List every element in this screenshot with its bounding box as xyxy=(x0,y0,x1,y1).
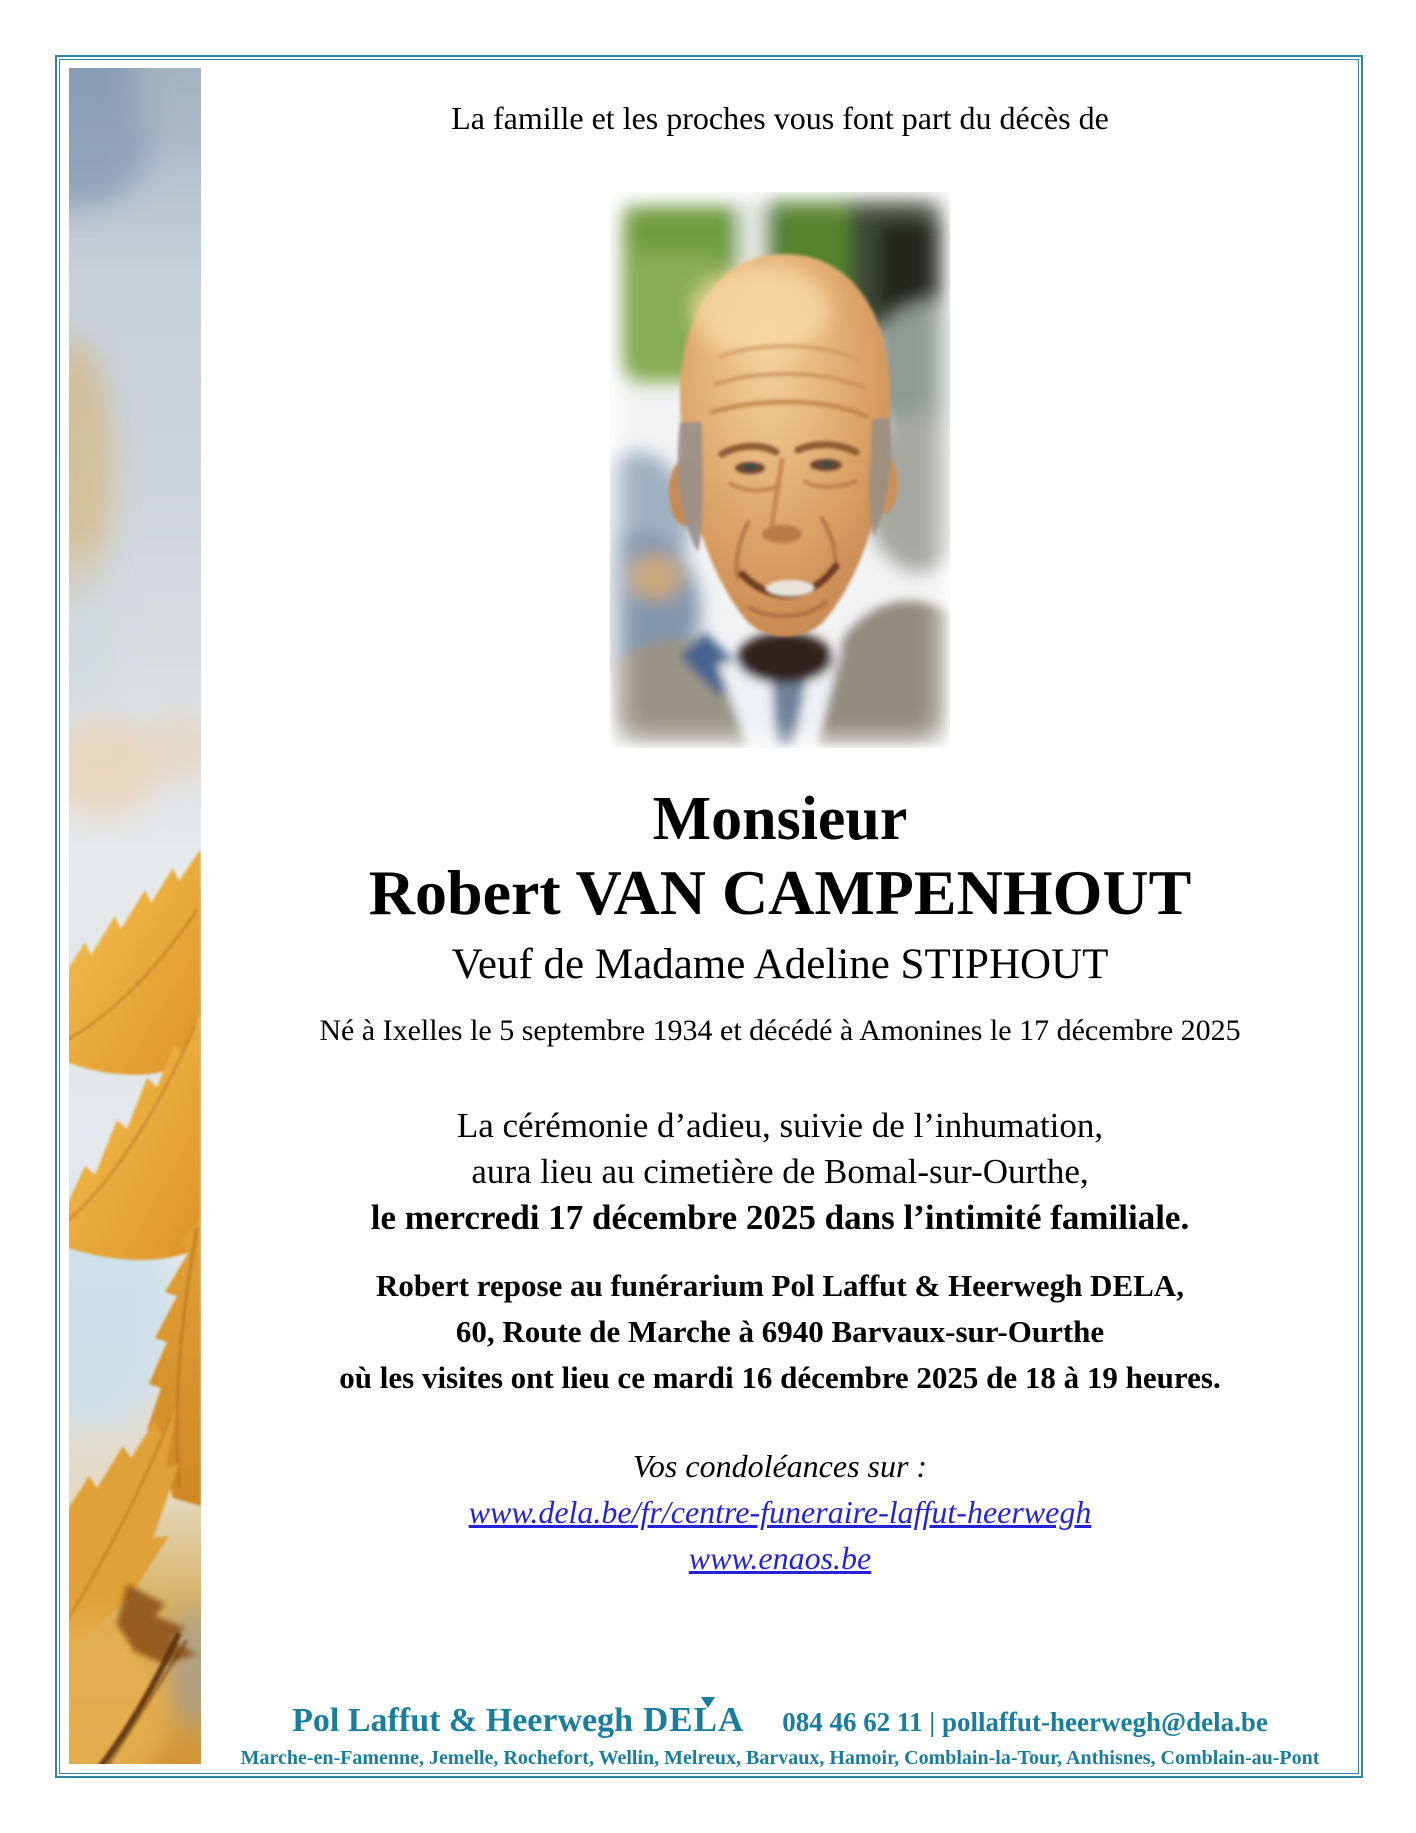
repose-paragraph xyxy=(210,1263,1350,1401)
funeral-home-brand xyxy=(292,1700,744,1740)
condolences-link-row-1 xyxy=(210,1494,1350,1531)
condolences-link-dela[interactable]: www.dela.be/fr/centre-funeraire-laffut-heerwegh xyxy=(468,1494,1092,1530)
repose-line-1: Robert repose au funérarium Pol Laffut & Heerwegh DELA, xyxy=(376,1268,1184,1303)
condolences-link-row-2 xyxy=(210,1540,1350,1577)
condolences-label: Vos condoléances sur : xyxy=(632,1448,928,1484)
funeral-home-footer xyxy=(210,1700,1350,1740)
repose-line-3: où les visites ont lieu ce mardi 16 décembre 2025 de 18 à 19 heures. xyxy=(339,1360,1221,1395)
footer-locations: Marche-en-Famenne, Jemelle, Rochefort, Wellin, Melreux, Barvaux, Hamoir, Comblain-la-Tour, Anthisnes, Comblain-au-Pont xyxy=(240,1747,1320,1769)
portrait-artwork xyxy=(610,192,950,748)
funeral-home-name: Pol Laffut & Heerwegh xyxy=(292,1702,634,1739)
ceremony-paragraph xyxy=(210,1103,1350,1241)
condolences-link-enaos[interactable]: www.enaos.be xyxy=(688,1540,872,1576)
ceremony-line-2: aura lieu au cimetière de Bomal-sur-Ourthe, xyxy=(471,1152,1089,1191)
deceased-name: Robert VAN CAMPENHOUT xyxy=(368,857,1192,928)
notice-body xyxy=(210,0,1350,1833)
autumn-leaves-strip xyxy=(69,68,201,1764)
ceremony-line-1: La cérémonie d’adieu, suivie de l’inhumation, xyxy=(456,1106,1104,1145)
dela-triangle-icon xyxy=(701,1697,715,1708)
deceased-title: Monsieur xyxy=(652,785,908,853)
dela-logo xyxy=(643,1700,744,1740)
autumn-leaves-artwork xyxy=(69,68,201,1764)
ceremony-line-3: le mercredi 17 décembre 2025 dans l’intimité familiale. xyxy=(370,1198,1190,1237)
footer-contact: 084 46 62 11 | pollaffut-heerwegh@dela.be xyxy=(782,1707,1268,1737)
dela-logo-text: DELA xyxy=(643,1700,745,1739)
deceased-life-dates: Né à Ixelles le 5 septembre 1934 et décédé à Amonines le 17 décembre 2025 xyxy=(319,1014,1241,1047)
repose-line-2: 60, Route de Marche à 6940 Barvaux-sur-Ourthe xyxy=(455,1314,1105,1349)
portrait-photo xyxy=(210,192,1350,748)
deceased-relation: Veuf de Madame Adeline STIPHOUT xyxy=(451,941,1109,988)
intro-line: La famille et les proches vous font part du décès de xyxy=(451,100,1109,136)
